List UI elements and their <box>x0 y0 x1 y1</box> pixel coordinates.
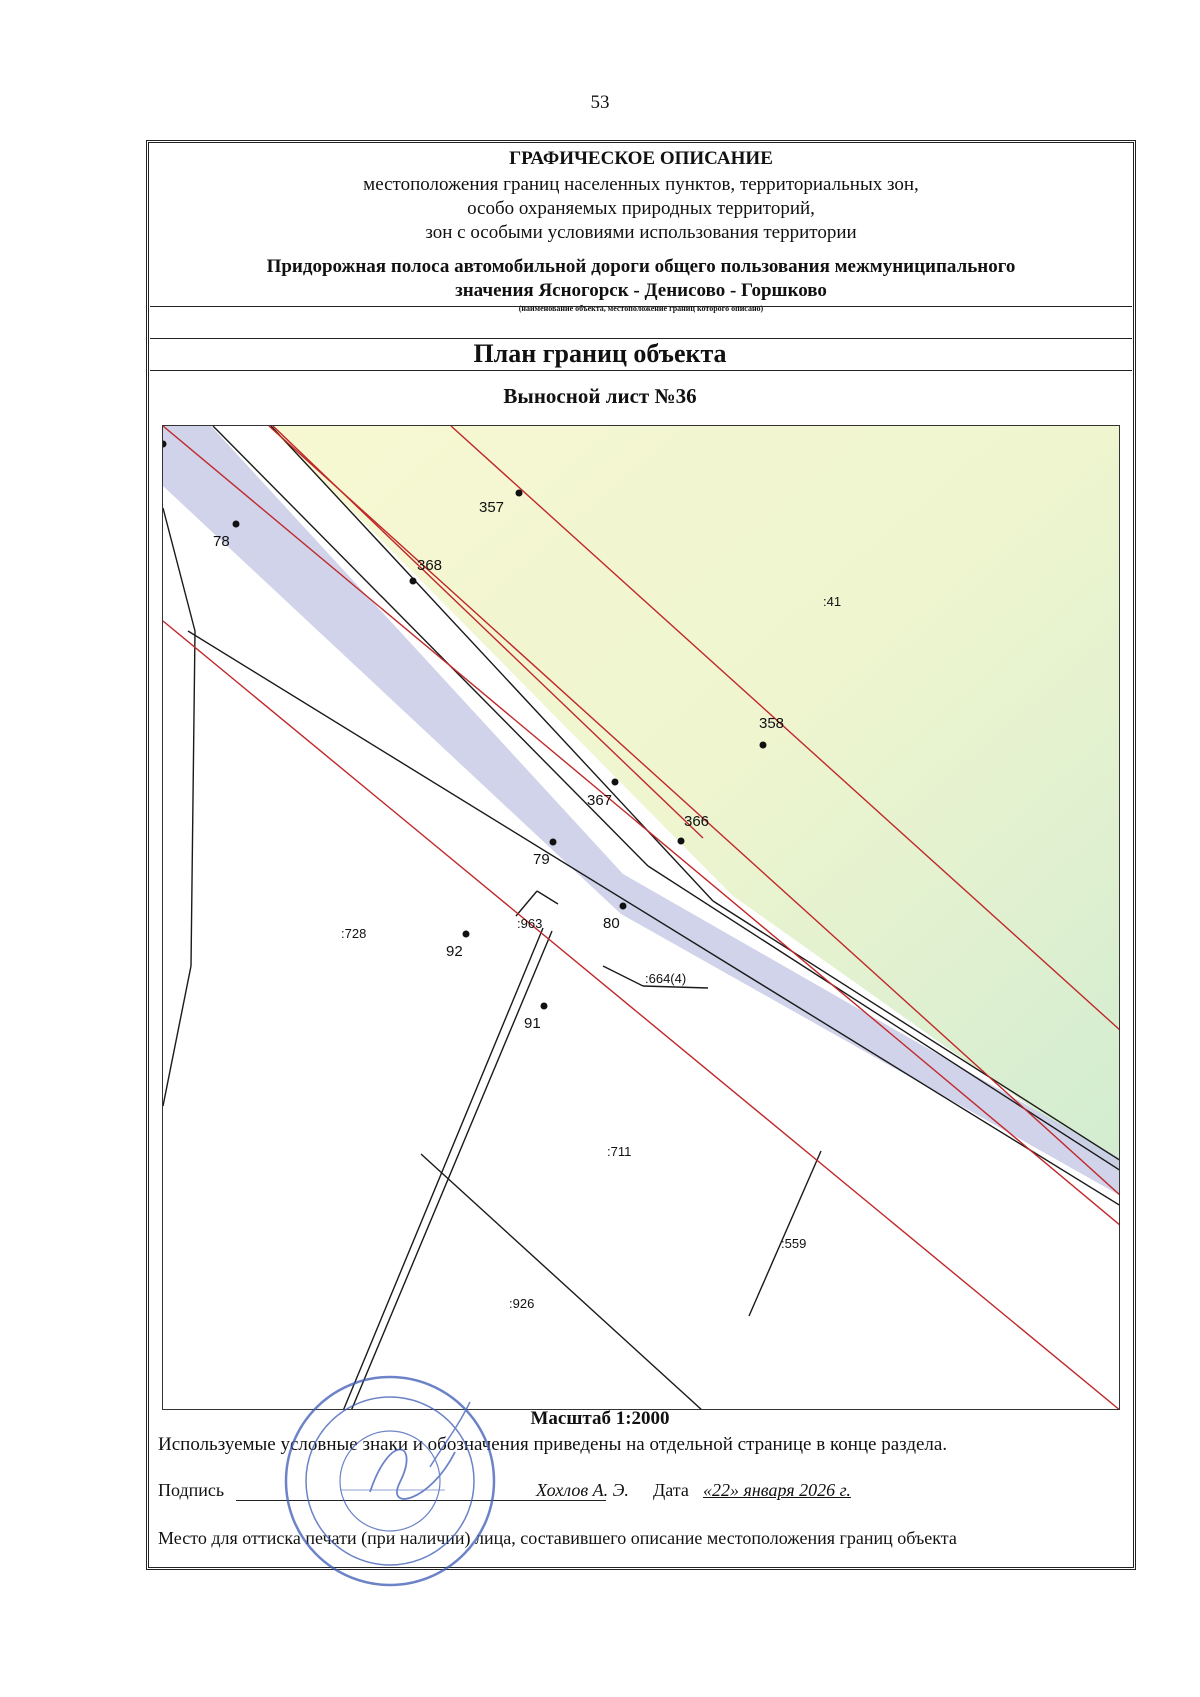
object-name-line-2: значения Ясногорск - Денисово - Горшково <box>455 280 827 301</box>
point-label: 80 <box>603 915 620 932</box>
document-title: ГРАФИЧЕСКОЕ ОПИСАНИЕ <box>509 148 773 169</box>
seal-note: Место для оттиска печати (при наличии) лица, составившего описание местоположения границ объекта <box>158 1528 957 1548</box>
point-label: 366 <box>684 813 710 830</box>
divider <box>150 306 1132 307</box>
point-label: 92 <box>446 943 463 960</box>
point-label: 357 <box>479 499 505 516</box>
map-scale: Масштаб 1:2000 <box>530 1408 670 1429</box>
subtitle-line-1: местоположения границ населенных пунктов, территориальных зон, <box>363 174 919 195</box>
divider <box>150 370 1132 371</box>
map-drawing <box>163 426 1120 1410</box>
parcel-label: :963 <box>517 916 543 931</box>
boundary-map <box>162 425 1120 1410</box>
object-name-line-1: Придорожная полоса автомобильной дороги общего пользования межмуниципального <box>266 256 1016 277</box>
parcel-label: :711 <box>607 1144 632 1159</box>
object-name-note: (наименование объекта, местоположение границ которого описано) <box>518 304 764 313</box>
page-number: 53 <box>590 92 610 113</box>
parcel-label: :664(4) <box>645 971 687 986</box>
plan-title: План границ объекта <box>473 339 727 368</box>
point-label: 367 <box>587 792 613 809</box>
subtitle-line-2: особо охраняемых природных территорий, <box>467 198 815 219</box>
subtitle-line-3: зон с особыми условиями использования территории <box>425 222 857 243</box>
point-label: 91 <box>524 1015 541 1032</box>
date-label: Дата <box>653 1480 689 1500</box>
date-value: «22» января 2026 г. <box>703 1480 851 1500</box>
point-label: 79 <box>533 851 550 868</box>
point-label: 368 <box>417 557 443 574</box>
point-label: 78 <box>213 533 230 550</box>
seal-stamp-image <box>280 1372 500 1590</box>
parcel-label: :728 <box>341 926 367 941</box>
parcel-label: :41 <box>823 594 842 609</box>
signature-label: Подпись <box>158 1480 225 1500</box>
signatory-name: Хохлов А. Э. <box>536 1480 629 1500</box>
legend-note: Используемые условные знаки и обозначения приведены на отдельной странице в конце раздела. <box>158 1434 948 1455</box>
sheet-title: Выносной лист №36 <box>503 384 697 408</box>
point-label: 358 <box>759 715 785 732</box>
parcel-label: :559 <box>781 1236 807 1251</box>
parcel-label: :926 <box>509 1296 535 1311</box>
